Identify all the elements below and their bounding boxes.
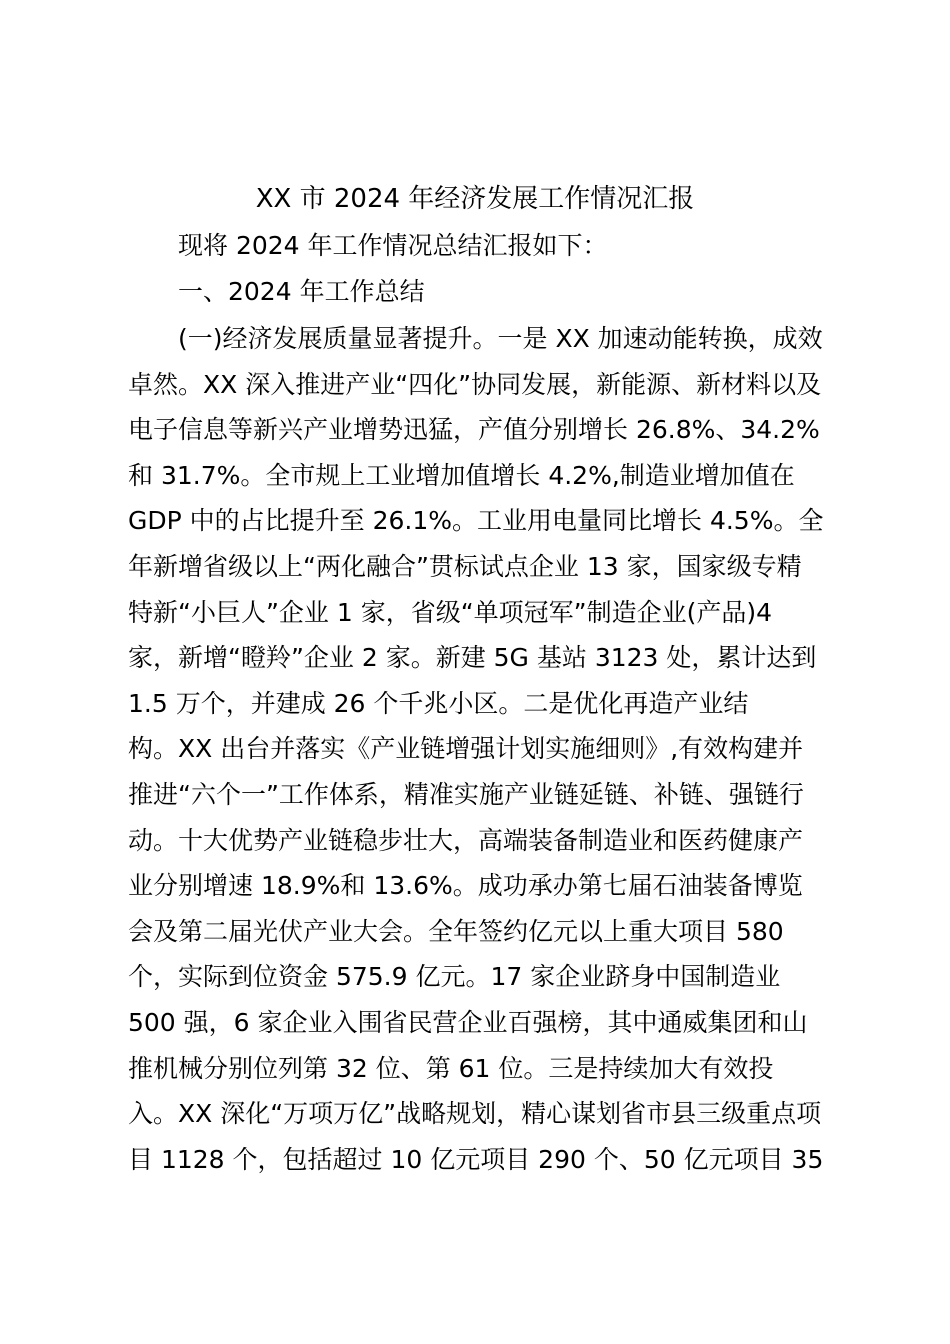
paragraph-line: 年新增省级以上“两化融合”贯标试点企业 13 家，国家级专精 <box>128 551 802 581</box>
paragraph-line: 构。XX 出台并落实《产业链增强计划实施细则》,有效构建并 <box>128 734 804 764</box>
paragraph-line: GDP 中的占比提升至 26.1%。工业用电量同比增长 4.5%。全 <box>128 506 824 536</box>
paragraph-line: 入。XX 深化“万项万亿”战略规划，精心谋划省市县三级重点项 <box>128 1099 822 1129</box>
paragraph-line: 家，新增“瞪羚”企业 2 家。新建 5G 基站 3123 处，累计达到 <box>128 643 817 673</box>
intro-line: 现将 2024 年工作情况总结汇报如下： <box>178 231 608 260</box>
paragraph-line: 会及第二届光伏产业大会。全年签约亿元以上重大项目 580 <box>128 916 784 946</box>
paragraph-line: 业分别增速 18.9%和 13.6%。成功承办第七届石油装备博览 <box>128 871 803 901</box>
section-heading: 一、2024 年工作总结 <box>178 277 425 306</box>
document-title: XX 市 2024 年经济发展工作情况汇报 <box>255 184 695 214</box>
body-paragraph <box>128 316 838 1182</box>
paragraph-line: 卓然。XX 深入推进产业“四化”协同发展，新能源、新材料以及 <box>128 369 822 399</box>
paragraph-line: 特新“小巨人”企业 1 家，省级“单项冠军”制造企业(产品)4 <box>128 597 773 627</box>
paragraph-line: 动。十大优势产业链稳步壮大，高端装备制造业和医药健康产 <box>128 825 804 855</box>
paragraph-line: 电子信息等新兴产业增势迅猛，产值分别增长 26.8%、34.2% <box>128 415 820 445</box>
paragraph-line: 个，实际到位资金 575.9 亿元。17 家企业跻身中国制造业 <box>128 962 781 992</box>
paragraph-line: 1.5 万个，并建成 26 个千兆小区。二是优化再造产业结 <box>128 688 749 718</box>
paragraph-line: 推机械分别位列第 32 位、第 61 位。三是持续加大有效投 <box>128 1053 774 1083</box>
paragraph-line: 推进“六个一”工作体系，精准实施产业链延链、补链、强链行 <box>128 779 804 809</box>
paragraph-line: 和 31.7%。全市规上工业增加值增长 4.2%,制造业增加值在 <box>128 460 795 490</box>
paragraph-line: 目 1128 个，包括超过 10 亿元项目 290 个、50 亿元项目 35 <box>128 1144 824 1174</box>
paragraph-line: 500 强，6 家企业入围省民营企业百强榜，其中通威集团和山 <box>128 1007 808 1037</box>
paragraph-line: (一)经济发展质量显著提升。一是 XX 加速动能转换，成效 <box>178 324 823 353</box>
